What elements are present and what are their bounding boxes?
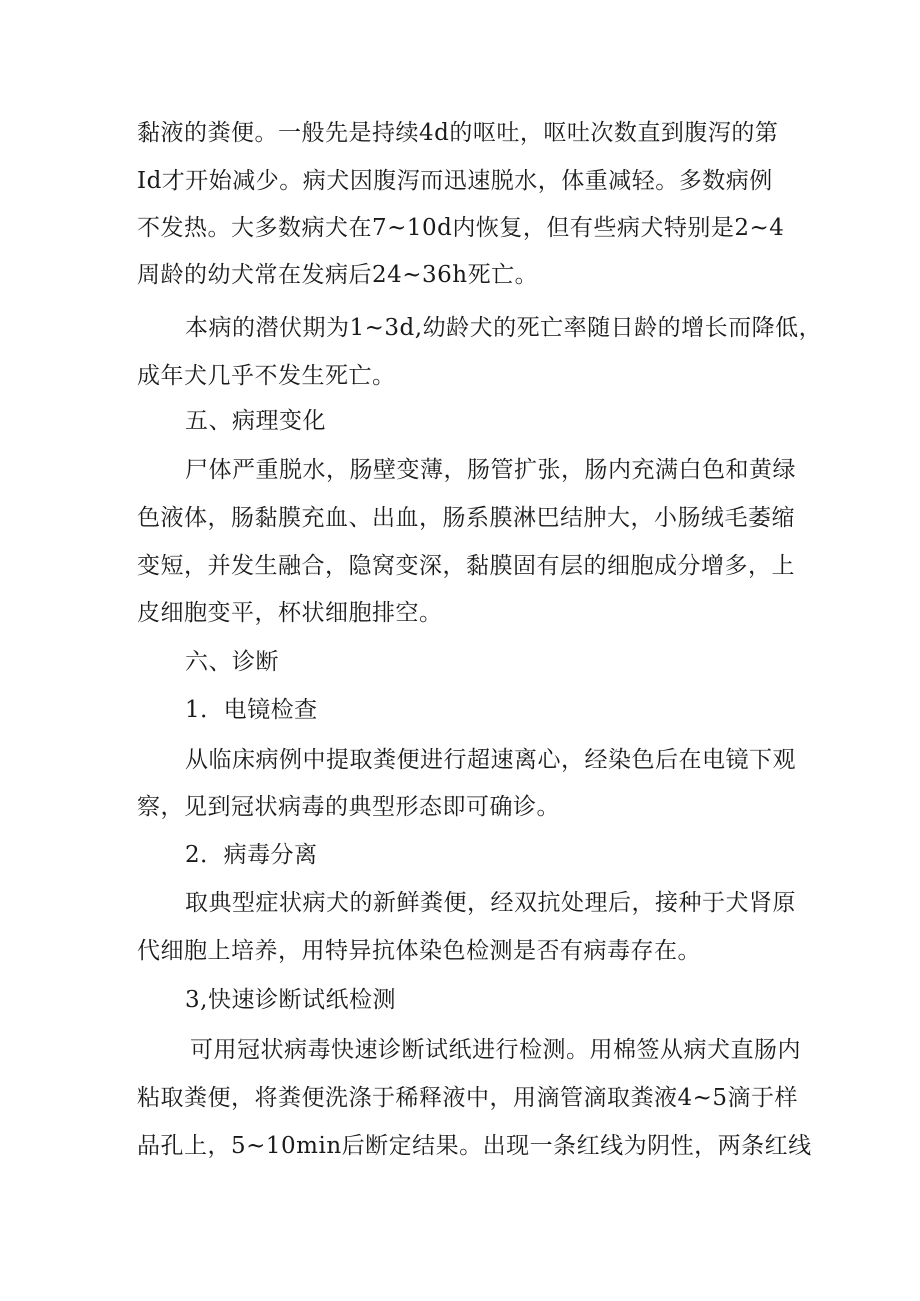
subheading-electron-microscopy: 1．电镜检查: [185, 697, 318, 723]
text-line-14: 从临床病例中提取粪便进行超速离心，经染色后在电镜下观: [185, 747, 796, 773]
section-heading-pathology: 五、病理变化: [185, 408, 326, 434]
text-line-21: 粘取粪便，将粪便洗涤于稀释液中，用滴管滴取粪液4~5滴于样: [137, 1085, 799, 1111]
text-line-18: 代细胞上培养，用特异抗体染色检测是否有病毒存在。: [137, 938, 701, 964]
subheading-virus-isolation: 2．病毒分离: [185, 842, 318, 868]
text-line-4: 周龄的幼犬常在发病后24~36h死亡。: [137, 262, 539, 288]
text-line-6: 成年犬几乎不发生死亡。: [137, 363, 396, 389]
text-line-3: 不发热。大多数病犬在7~10d内恢复，但有些病犬特别是2~4: [137, 215, 785, 241]
text-line-8: 尸体严重脱水，肠壁变薄，肠管扩张，肠内充满白色和黄绿: [185, 457, 796, 483]
text-line-11: 皮细胞变平，杯状细胞排空。: [137, 600, 443, 626]
text-line-15: 察，见到冠状病毒的典型形态即可确诊。: [137, 794, 560, 820]
text-line-20: 可用冠状病毒快速诊断试纸进行检测。用棉签从病犬直肠内: [190, 1037, 801, 1063]
text-line-1: 黏液的粪便。一般先是持续4d的呕吐，呕吐次数直到腹泻的第: [137, 120, 779, 146]
section-heading-diagnosis: 六、诊断: [185, 649, 279, 675]
text-line-10: 变短，并发生融合，隐窝变深，黏膜固有层的细胞成分增多，上: [137, 553, 795, 579]
text-line-22: 品孔上，5~10min后断定结果。出现一条红线为阴性，两条红线: [137, 1133, 812, 1159]
text-line-5: 本病的潜伏期为1~3d,幼龄犬的死亡率随日龄的增长而降低，: [185, 315, 823, 341]
text-line-2: Id才开始减少。病犬因腹泻而迅速脱水，体重减轻。多数病例: [137, 168, 773, 194]
text-line-17: 取典型症状病犬的新鲜粪便，经双抗处理后，接种于犬肾原: [185, 890, 796, 916]
text-line-9: 色液体，肠黏膜充血、出血，肠系膜淋巴结肿大，小肠绒毛萎缩: [137, 505, 795, 531]
subheading-rapid-test: 3,快速诊断试纸检测: [185, 987, 396, 1013]
